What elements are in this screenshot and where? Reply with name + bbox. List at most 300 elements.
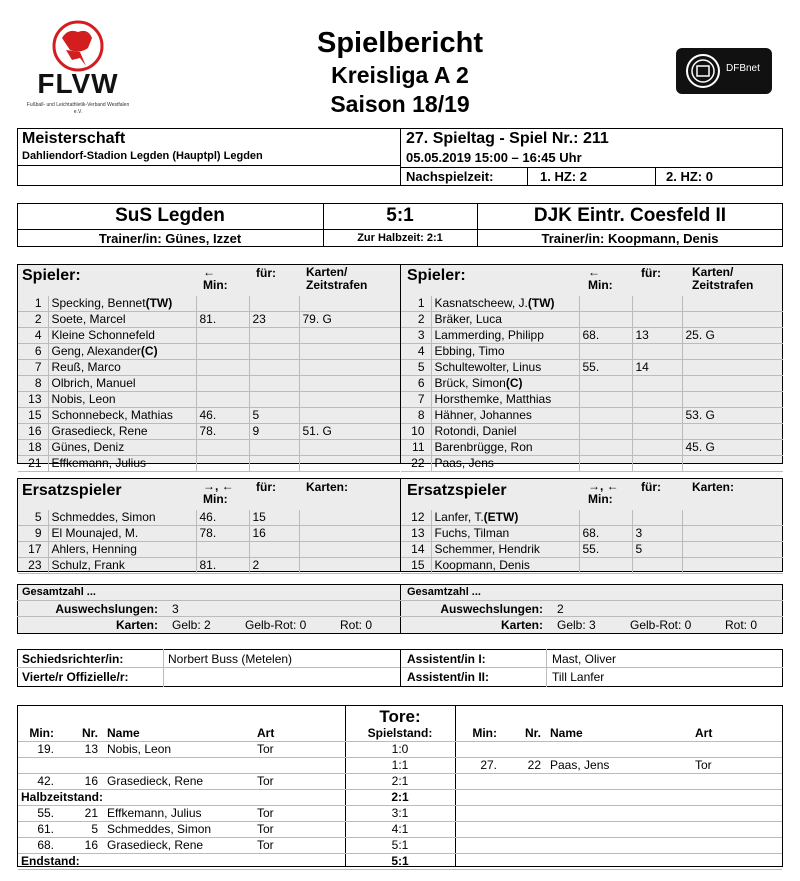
sub-minute bbox=[579, 558, 632, 574]
goal-row bbox=[18, 806, 782, 822]
sub-minute bbox=[579, 376, 632, 392]
min-label: Min: bbox=[203, 492, 228, 506]
player-card bbox=[682, 344, 783, 360]
goal-anr bbox=[503, 822, 547, 838]
player-number: 2 bbox=[18, 312, 48, 328]
player-card bbox=[682, 526, 783, 542]
home-sub-cards-heading: Karten: bbox=[306, 480, 349, 494]
away-red-count: Rot: 0 bbox=[725, 618, 758, 632]
goal-aname bbox=[547, 806, 692, 822]
cards-label-2: Zeitstrafen bbox=[692, 278, 754, 292]
player-number: 7 bbox=[401, 392, 431, 408]
sub-for-number bbox=[249, 440, 299, 456]
goal-hmin: 19. bbox=[18, 742, 60, 758]
arrow-left-icon: ← bbox=[588, 265, 600, 279]
dfbnet-logo bbox=[676, 48, 772, 94]
player-number: 6 bbox=[401, 376, 431, 392]
goal-hnr: 21 bbox=[60, 806, 104, 822]
player-card bbox=[299, 392, 400, 408]
player-row bbox=[18, 424, 400, 440]
min-label: Min: bbox=[588, 278, 613, 292]
player-number: 10 bbox=[401, 424, 431, 440]
assistant1-name: Mast, Oliver bbox=[552, 652, 617, 666]
sub-for-number bbox=[249, 296, 299, 312]
home-subs-count: 3 bbox=[172, 602, 179, 616]
player-name: Rotondi, Daniel bbox=[434, 424, 517, 438]
final-label: Endstand: bbox=[18, 854, 345, 870]
player-row bbox=[18, 456, 400, 472]
player-name: Günes, Deniz bbox=[51, 440, 125, 454]
assistant2-label: Assistent/in II: bbox=[407, 670, 490, 684]
dfb-eagle-icon bbox=[682, 50, 724, 92]
player-name: Schemmer, Hendrik bbox=[434, 542, 540, 556]
player-number: 12 bbox=[401, 510, 431, 526]
goals-header-row bbox=[18, 726, 782, 742]
player-name: Effkemann, Julius bbox=[51, 456, 146, 470]
player-row bbox=[18, 408, 400, 424]
home-total-heading: Gesamtzahl ... bbox=[22, 586, 96, 598]
player-name: Lanfer, T. bbox=[434, 510, 484, 524]
goal-anr bbox=[503, 742, 547, 758]
player-card bbox=[682, 360, 783, 376]
player-name-cell bbox=[48, 456, 196, 472]
goal-amin: 27. bbox=[455, 758, 503, 774]
player-name: Ahlers, Henning bbox=[51, 542, 137, 556]
venue: Dahliendorf-Stadion Legden (Hauptpl) Legden bbox=[22, 150, 263, 162]
season-title: Saison 18/19 bbox=[330, 91, 470, 117]
halftime-score: Zur Halbzeit: 2:1 bbox=[357, 232, 443, 244]
page-title: Spielbericht bbox=[317, 27, 483, 59]
goal-anr bbox=[503, 838, 547, 854]
player-row bbox=[401, 376, 783, 392]
halftime-label: Halbzeitstand: bbox=[18, 790, 345, 806]
home-yellow-count: Gelb: 2 bbox=[172, 618, 211, 632]
player-name: Schonnebeck, Mathias bbox=[51, 408, 173, 422]
player-number: 6 bbox=[18, 344, 48, 360]
player-row bbox=[401, 344, 783, 360]
goals-heading: Tore: bbox=[379, 707, 421, 726]
player-name-cell bbox=[431, 296, 579, 312]
sub-for-number bbox=[249, 456, 299, 472]
sub-for-number bbox=[632, 558, 682, 574]
goals-column-header: Nr. bbox=[60, 726, 104, 742]
flvw-logo-text: FLVW bbox=[37, 68, 119, 99]
sub-minute bbox=[196, 344, 249, 360]
home-players-table bbox=[18, 296, 400, 472]
player-name-cell bbox=[431, 558, 579, 574]
sub-for-number bbox=[632, 424, 682, 440]
sub-for-number bbox=[632, 408, 682, 424]
arrows-icon: →, ← bbox=[588, 479, 619, 493]
sub-for-number: 16 bbox=[249, 526, 299, 542]
away-sub-for-heading: für: bbox=[641, 480, 661, 494]
home-players-heading: Spieler: bbox=[22, 267, 81, 284]
final-score: 5:1 bbox=[386, 205, 414, 226]
goals-column-header: Min: bbox=[18, 726, 60, 742]
player-number: 16 bbox=[18, 424, 48, 440]
sub-minute bbox=[579, 424, 632, 440]
goal-hname: Nobis, Leon bbox=[104, 742, 254, 758]
player-number: 4 bbox=[18, 328, 48, 344]
away-sub-min-heading bbox=[588, 480, 619, 506]
player-number: 22 bbox=[401, 456, 431, 472]
player-role-tag: (ETW) bbox=[483, 510, 519, 524]
player-name-cell bbox=[431, 408, 579, 424]
player-name-cell bbox=[48, 526, 196, 542]
player-role-tag: (TW) bbox=[527, 296, 555, 310]
goal-aart bbox=[692, 806, 782, 822]
sub-for-number bbox=[632, 376, 682, 392]
sub-minute bbox=[196, 542, 249, 558]
player-name: Schmeddes, Simon bbox=[51, 510, 156, 524]
player-number: 9 bbox=[18, 526, 48, 542]
player-number: 18 bbox=[18, 440, 48, 456]
goal-amin bbox=[455, 806, 503, 822]
player-name-cell bbox=[48, 344, 196, 360]
goals-column-header: Name bbox=[104, 726, 254, 742]
goal-hart bbox=[254, 758, 345, 774]
goal-anr bbox=[503, 774, 547, 790]
sub-minute bbox=[196, 360, 249, 376]
away-subs-label: Auswechslungen: bbox=[440, 602, 543, 616]
player-number: 17 bbox=[18, 542, 48, 558]
sub-minute: 68. bbox=[579, 328, 632, 344]
sub-minute: 68. bbox=[579, 526, 632, 542]
goal-score: 1:1 bbox=[345, 758, 455, 774]
sub-for-number: 14 bbox=[632, 360, 682, 376]
player-name-cell bbox=[431, 456, 579, 472]
home-sub-min-heading bbox=[203, 480, 234, 506]
goal-hmin: 61. bbox=[18, 822, 60, 838]
player-row bbox=[18, 392, 400, 408]
away-for-heading: für: bbox=[641, 266, 661, 280]
player-row bbox=[401, 558, 783, 574]
player-row bbox=[18, 440, 400, 456]
sub-for-number bbox=[632, 296, 682, 312]
assistant2-name: Till Lanfer bbox=[552, 670, 605, 684]
goal-aart bbox=[692, 822, 782, 838]
goal-hname bbox=[104, 758, 254, 774]
player-number: 7 bbox=[18, 360, 48, 376]
player-row bbox=[18, 328, 400, 344]
goal-aart bbox=[692, 838, 782, 854]
player-card bbox=[682, 558, 783, 574]
player-name-cell bbox=[431, 392, 579, 408]
player-card bbox=[299, 376, 400, 392]
arrow-left-icon: ← bbox=[203, 265, 215, 279]
player-card: 45. G bbox=[682, 440, 783, 456]
player-card bbox=[299, 344, 400, 360]
goal-hart: Tor bbox=[254, 806, 345, 822]
sub-minute bbox=[196, 392, 249, 408]
goal-aart bbox=[692, 774, 782, 790]
player-name-cell bbox=[48, 312, 196, 328]
player-card bbox=[299, 440, 400, 456]
goal-hname: Effkemann, Julius bbox=[104, 806, 254, 822]
player-card bbox=[299, 296, 400, 312]
sub-minute bbox=[196, 456, 249, 472]
goals-table bbox=[18, 726, 782, 870]
player-number: 15 bbox=[18, 408, 48, 424]
away-players-table bbox=[401, 296, 783, 472]
sub-for-number bbox=[632, 510, 682, 526]
player-card bbox=[682, 456, 783, 472]
away-cards-heading bbox=[692, 266, 753, 292]
player-name: Geng, Alexander bbox=[51, 344, 141, 358]
player-row bbox=[18, 312, 400, 328]
cards-label-1: Karten/ bbox=[692, 265, 734, 279]
goal-empty-cell bbox=[455, 790, 782, 806]
player-number: 8 bbox=[18, 376, 48, 392]
player-row bbox=[401, 456, 783, 472]
flvw-logo-subtitle: Fußball- und Leichtathletik-Verband Westfalen e.V. bbox=[26, 102, 130, 115]
player-name: Bräker, Luca bbox=[434, 312, 502, 326]
player-card bbox=[299, 328, 400, 344]
away-cards-label: Karten: bbox=[500, 618, 543, 632]
sub-minute: 78. bbox=[196, 424, 249, 440]
player-number: 8 bbox=[401, 408, 431, 424]
league-title: Kreisliga A 2 bbox=[331, 62, 469, 88]
home-team-name: SuS Legden bbox=[115, 205, 225, 226]
player-name-cell bbox=[431, 328, 579, 344]
home-subs-label: Auswechslungen: bbox=[55, 602, 158, 616]
goal-row bbox=[18, 742, 782, 758]
player-name: Fuchs, Tilman bbox=[434, 526, 510, 540]
flvw-logo bbox=[22, 18, 134, 122]
player-name: Koopmann, Denis bbox=[434, 558, 530, 572]
goal-hname: Grasedieck, Rene bbox=[104, 838, 254, 854]
player-name-cell bbox=[48, 296, 196, 312]
goal-aname: Paas, Jens bbox=[547, 758, 692, 774]
goal-amin bbox=[455, 838, 503, 854]
player-row bbox=[401, 510, 783, 526]
player-card bbox=[682, 510, 783, 526]
final-score-value: 5:1 bbox=[345, 854, 455, 870]
goal-row bbox=[18, 854, 782, 870]
away-coach: Trainer/in: Koopmann, Denis bbox=[541, 231, 719, 246]
player-name: Kasnatscheew, J. bbox=[434, 296, 528, 310]
sub-minute bbox=[196, 376, 249, 392]
goal-hname: Grasedieck, Rene bbox=[104, 774, 254, 790]
goal-row bbox=[18, 838, 782, 854]
sub-for-number: 9 bbox=[249, 424, 299, 440]
player-card: 25. G bbox=[682, 328, 783, 344]
player-card: 51. G bbox=[299, 424, 400, 440]
competition-type: Meisterschaft bbox=[22, 130, 126, 147]
sub-for-number bbox=[249, 360, 299, 376]
home-coach: Trainer/in: Günes, Izzet bbox=[98, 231, 242, 246]
player-name: Nobis, Leon bbox=[51, 392, 116, 406]
sub-for-number: 13 bbox=[632, 328, 682, 344]
sub-for-number bbox=[632, 392, 682, 408]
goal-score: 2:1 bbox=[345, 774, 455, 790]
player-name: Horsthemke, Matthias bbox=[434, 392, 552, 406]
sub-minute bbox=[196, 296, 249, 312]
player-row bbox=[18, 360, 400, 376]
goal-amin bbox=[455, 742, 503, 758]
sub-minute: 46. bbox=[196, 510, 249, 526]
player-row bbox=[401, 296, 783, 312]
player-name-cell bbox=[431, 510, 579, 526]
sub-minute: 55. bbox=[579, 542, 632, 558]
goal-hnr: 16 bbox=[60, 838, 104, 854]
goal-hart: Tor bbox=[254, 838, 345, 854]
player-name: Ebbing, Timo bbox=[434, 344, 505, 358]
player-card bbox=[299, 558, 400, 574]
player-number: 3 bbox=[401, 328, 431, 344]
player-card bbox=[682, 312, 783, 328]
min-label: Min: bbox=[588, 492, 613, 506]
goal-hmin: 68. bbox=[18, 838, 60, 854]
away-min-heading bbox=[588, 266, 613, 292]
player-role-tag: (C) bbox=[505, 376, 523, 390]
goal-amin bbox=[455, 822, 503, 838]
sub-minute bbox=[579, 312, 632, 328]
player-row bbox=[401, 440, 783, 456]
player-card bbox=[682, 376, 783, 392]
stoppage-second-half: 2. HZ: 0 bbox=[666, 169, 713, 184]
player-role-tag: (TW) bbox=[145, 296, 173, 310]
goal-hname: Schmeddes, Simon bbox=[104, 822, 254, 838]
player-number: 15 bbox=[401, 558, 431, 574]
player-card bbox=[682, 542, 783, 558]
player-row bbox=[18, 296, 400, 312]
goal-aart bbox=[692, 742, 782, 758]
sub-for-number: 5 bbox=[632, 542, 682, 558]
player-name: Kleine Schonnefeld bbox=[51, 328, 155, 342]
player-name: Hähner, Johannes bbox=[434, 408, 532, 422]
sub-minute bbox=[579, 440, 632, 456]
sub-minute bbox=[579, 344, 632, 360]
goals-column-header: Min: bbox=[455, 726, 503, 742]
player-name-cell bbox=[48, 440, 196, 456]
sub-minute: 55. bbox=[579, 360, 632, 376]
player-card bbox=[299, 542, 400, 558]
player-name-cell bbox=[48, 392, 196, 408]
player-row bbox=[18, 542, 400, 558]
sub-minute bbox=[579, 392, 632, 408]
sub-minute bbox=[579, 510, 632, 526]
stoppage-first-half: 1. HZ: 2 bbox=[540, 169, 587, 184]
goal-aname bbox=[547, 822, 692, 838]
home-yellowred-count: Gelb-Rot: 0 bbox=[245, 618, 307, 632]
home-sub-for-heading: für: bbox=[256, 480, 276, 494]
player-name-cell bbox=[431, 344, 579, 360]
away-total-heading: Gesamtzahl ... bbox=[407, 586, 481, 598]
away-yellowred-count: Gelb-Rot: 0 bbox=[630, 618, 692, 632]
goal-aname bbox=[547, 774, 692, 790]
goals-column-header: Nr. bbox=[503, 726, 547, 742]
sub-for-number bbox=[249, 376, 299, 392]
player-number: 1 bbox=[18, 296, 48, 312]
goals-column-header: Art bbox=[254, 726, 345, 742]
goal-score: 5:1 bbox=[345, 838, 455, 854]
player-card bbox=[682, 424, 783, 440]
player-name-cell bbox=[431, 424, 579, 440]
player-row bbox=[401, 526, 783, 542]
player-number: 5 bbox=[18, 510, 48, 526]
player-name-cell bbox=[48, 558, 196, 574]
player-row bbox=[18, 376, 400, 392]
player-name: Barenbrügge, Ron bbox=[434, 440, 533, 454]
player-name: Olbrich, Manuel bbox=[51, 376, 136, 390]
player-name-cell bbox=[48, 376, 196, 392]
player-name: Soete, Marcel bbox=[51, 312, 126, 326]
referee-label: Schiedsrichter/in: bbox=[22, 652, 124, 666]
player-name: Specking, Bennet bbox=[51, 296, 146, 310]
arrows-icon: →, ← bbox=[203, 479, 234, 493]
player-name-cell bbox=[431, 542, 579, 558]
away-subs-count: 2 bbox=[557, 602, 564, 616]
player-card bbox=[299, 408, 400, 424]
sub-minute bbox=[579, 456, 632, 472]
player-name-cell bbox=[431, 440, 579, 456]
halftime-score-value: 2:1 bbox=[345, 790, 455, 806]
goal-aname bbox=[547, 838, 692, 854]
player-name-cell bbox=[48, 424, 196, 440]
player-name: Schultewolter, Linus bbox=[434, 360, 542, 374]
goal-row bbox=[18, 758, 782, 774]
sub-for-number: 3 bbox=[632, 526, 682, 542]
min-label: Min: bbox=[203, 278, 228, 292]
player-number: 11 bbox=[401, 440, 431, 456]
sub-for-number: 2 bbox=[249, 558, 299, 574]
player-number: 14 bbox=[401, 542, 431, 558]
player-card bbox=[682, 296, 783, 312]
player-number: 13 bbox=[18, 392, 48, 408]
player-card: 79. G bbox=[299, 312, 400, 328]
sub-for-number bbox=[632, 440, 682, 456]
sub-for-number: 23 bbox=[249, 312, 299, 328]
player-row bbox=[18, 526, 400, 542]
goals-column-header: Art bbox=[692, 726, 782, 742]
player-row bbox=[401, 542, 783, 558]
player-name-cell bbox=[431, 312, 579, 328]
player-name-cell bbox=[431, 360, 579, 376]
sub-minute: 81. bbox=[196, 558, 249, 574]
goal-hmin bbox=[18, 758, 60, 774]
sub-for-number: 5 bbox=[249, 408, 299, 424]
player-number: 4 bbox=[401, 344, 431, 360]
home-red-count: Rot: 0 bbox=[340, 618, 373, 632]
away-sub-cards-heading: Karten: bbox=[692, 480, 735, 494]
player-card bbox=[299, 456, 400, 472]
player-name-cell bbox=[48, 542, 196, 558]
player-row bbox=[18, 510, 400, 526]
goal-hart: Tor bbox=[254, 774, 345, 790]
goal-hmin: 42. bbox=[18, 774, 60, 790]
player-number: 13 bbox=[401, 526, 431, 542]
player-role-tag: (C) bbox=[140, 344, 158, 358]
goal-row bbox=[18, 774, 782, 790]
goal-aname bbox=[547, 742, 692, 758]
player-name: Brück, Simon bbox=[434, 376, 506, 390]
goal-hnr: 16 bbox=[60, 774, 104, 790]
sub-minute: 78. bbox=[196, 526, 249, 542]
sub-for-number bbox=[249, 392, 299, 408]
goal-empty-cell bbox=[455, 854, 782, 870]
sub-minute bbox=[196, 440, 249, 456]
sub-for-number bbox=[249, 344, 299, 360]
player-row bbox=[401, 328, 783, 344]
player-card bbox=[682, 392, 783, 408]
goal-aart: Tor bbox=[692, 758, 782, 774]
dfbnet-logo-text: DFBnet bbox=[726, 63, 760, 74]
sub-minute: 46. bbox=[196, 408, 249, 424]
player-row bbox=[401, 424, 783, 440]
sub-for-number bbox=[632, 456, 682, 472]
goal-score: 4:1 bbox=[345, 822, 455, 838]
